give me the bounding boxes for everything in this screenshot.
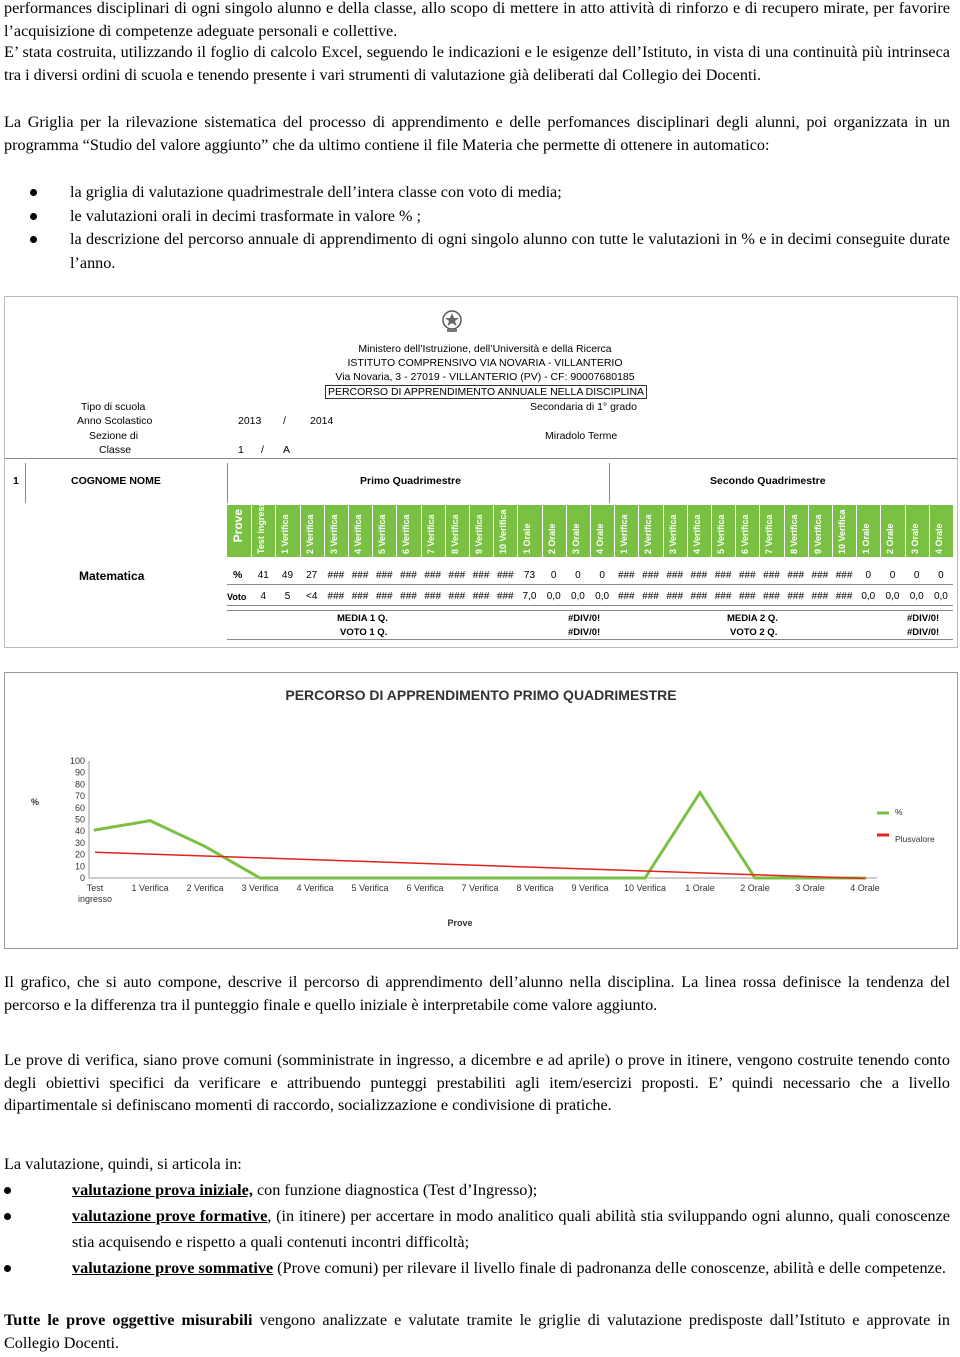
data-point <box>699 791 702 794</box>
column-divider <box>445 505 446 557</box>
bullet-icon <box>30 189 37 196</box>
grade-cell: 0,0 <box>885 591 900 602</box>
prove-column-header: 1 Orale <box>522 523 533 554</box>
y-tick-label: 80 <box>74 779 85 790</box>
grade-cell: ### <box>472 591 490 602</box>
percent-cell: ### <box>351 570 369 581</box>
grade-cell: ### <box>496 591 514 602</box>
list-item: valutazione prova iniziale, con funzione diagnostica (Test d’Ingresso); <box>0 1177 950 1203</box>
subject-name: Matematica <box>79 569 145 583</box>
y-tick-label: 20 <box>74 849 85 860</box>
x-tick-label: 2 Verifica <box>186 883 224 893</box>
prove-column-header: 5 Verifica <box>716 514 726 554</box>
prove-column-header: 7 Verifica <box>425 514 436 554</box>
grade-cell: 0,0 <box>595 591 610 602</box>
x-tick-label: 3 Orale <box>795 883 825 893</box>
y-tick-label: 10 <box>74 861 85 872</box>
school-year-label: Anno Scolastico <box>77 415 153 427</box>
grade-cell: 0,0 <box>861 591 876 602</box>
percent-cell: ### <box>448 570 466 581</box>
percent-cell: ### <box>327 570 345 581</box>
school-name: ISTITUTO COMPRENSIVO VIA NOVARIA - VILLANTERIO <box>347 357 623 369</box>
x-tick-label: 1 Orale <box>685 883 715 893</box>
data-point <box>369 877 372 880</box>
grade-cell: ### <box>400 591 417 602</box>
prove-column-header: 9 Verifica <box>812 514 823 554</box>
percent-cell: ### <box>738 570 756 581</box>
bullet-icon <box>30 213 37 220</box>
percent-cell: ### <box>617 570 635 581</box>
second-term-average-label: MEDIA 2 Q. <box>727 613 778 624</box>
column-divider <box>905 505 906 557</box>
y-tick-label: 70 <box>74 791 85 802</box>
y-tick-label: 50 <box>74 814 85 825</box>
second-term-average-value: #DIV/0! <box>907 613 940 624</box>
class-sep: / <box>261 444 264 456</box>
formative-test-term: valutazione prove formative <box>72 1207 268 1225</box>
percent-cell: ### <box>375 570 393 581</box>
x-tick-label: 3 Verifica <box>241 883 279 893</box>
column-divider <box>324 505 325 557</box>
school-type-value: Secondaria di 1° grado <box>530 401 637 413</box>
prove-column-header: 8 Verifica <box>788 514 799 554</box>
column-divider <box>590 505 591 557</box>
closing-paragraph: Tutte le prove oggettive misurabili vengono analizzate e valutate tramite le griglie di valutazione predisposte dall’Istituto e approvate in Collegio Docenti. <box>4 1311 950 1352</box>
grade-cell: 7,0 <box>522 591 537 602</box>
first-term-header: Primo Quadrimestre <box>360 475 461 487</box>
class-label: Classe <box>99 444 132 456</box>
school-year-to: 2014 <box>310 415 334 427</box>
school-year-sep: / <box>283 415 286 427</box>
y-tick-label: 90 <box>74 767 85 778</box>
grade-cell: ### <box>327 591 345 602</box>
prove-column-header: 2 Verifica <box>643 514 654 554</box>
tests-paragraph: Le prove di verifica, siano prove comuni (somministrate in ingresso, a dicembre e ad aprile) o prove in itinere, vengono costruite tenendo conto degli obiettivi specifici da verificare e attribuendo punteggi prestabiliti agli item/esercizi proposti. E’ quindi necessario che a livello dipartimentale si definiscano momenti di raccordo, socializzazione e condivisione di pratiche. <box>4 1051 950 1114</box>
x-tick-label: 9 Verifica <box>571 883 609 893</box>
second-term-header: Secondo Quadrimestre <box>710 475 826 487</box>
list-item: valutazione prove formative, (in itinere) per accertare in modo analitico quali abilità stia sviluppando ogni alunno, quali conoscenze stia acquisendo e rispetto a quali contenuti incontri difficoltà; <box>0 1203 950 1255</box>
series-line-plusvalore <box>95 852 865 878</box>
x-tick-label: Test <box>86 883 104 893</box>
prove-column-header: 4 Verifica <box>353 514 363 554</box>
prove-column-header: 10 Verifica <box>498 509 509 554</box>
grade-cell: 0,0 <box>570 591 585 602</box>
x-tick-label: 7 Verifica <box>461 883 499 893</box>
percent-cell: ### <box>763 570 780 581</box>
y-tick-label: 60 <box>74 802 85 813</box>
intro-paragraph-1: performances disciplinari di ogni singolo alunno e della classe, allo scopo di mettere in atto attività di rinforzo e di recupero mirate, per favorire l’acquisizione di competenze adeguate personali e collettive. <box>4 0 950 40</box>
column-divider <box>300 505 301 557</box>
column-divider <box>469 505 470 557</box>
grade-cell: 0,0 <box>909 591 924 602</box>
bullet-icon <box>30 236 37 243</box>
chart-svg <box>5 673 957 948</box>
column-divider <box>421 505 422 557</box>
data-point <box>204 845 207 848</box>
percent-cell: ### <box>666 570 684 581</box>
x-tick-label: 2 Orale <box>740 883 770 893</box>
data-point <box>479 877 482 880</box>
percent-cell: 27 <box>306 570 318 581</box>
percent-cell: ### <box>811 570 829 581</box>
bullet-icon <box>4 1187 11 1194</box>
column-divider <box>663 505 664 557</box>
percent-cell: ### <box>472 570 490 581</box>
prove-column-header: 2 Orale <box>885 523 896 554</box>
data-point <box>149 819 152 822</box>
grade-cell: ### <box>351 591 369 602</box>
percent-cell: ### <box>642 570 659 581</box>
school-address: Via Novaria, 3 - 27019 - VILLANTERIO (PV) - CF: 90007680185 <box>335 371 635 383</box>
first-term-average-value: #DIV/0! <box>568 613 601 624</box>
y-tick-label: 100 <box>69 756 85 766</box>
percent-row-label: % <box>233 569 243 581</box>
column-divider <box>396 505 397 557</box>
percent-cell: ### <box>714 570 732 581</box>
percent-cell: 0 <box>599 570 605 581</box>
learning-path-chart <box>4 672 958 949</box>
second-term-grade-label: VOTO 2 Q. <box>730 627 778 638</box>
percent-cell: 41 <box>257 570 269 581</box>
prove-label: Prove <box>231 509 245 543</box>
prove-column-header: 7 Verifica <box>764 514 775 554</box>
grade-cell: 4 <box>260 591 267 602</box>
column-divider <box>735 505 736 557</box>
prove-column-header: 2 Orale <box>546 523 557 554</box>
grade-cell: ### <box>448 591 466 602</box>
percent-cell: 73 <box>523 570 536 581</box>
column-divider <box>880 505 881 557</box>
grade-cell: ### <box>714 591 732 602</box>
percent-cell: 0 <box>550 570 557 581</box>
column-divider <box>372 505 373 557</box>
first-term-grade-value: #DIV/0! <box>568 627 601 638</box>
percent-cell: 0 <box>938 570 944 581</box>
grade-cell: ### <box>375 591 393 602</box>
column-divider <box>493 505 494 557</box>
column-divider <box>348 505 349 557</box>
prove-column-header: 9 Verifica <box>474 514 484 554</box>
first-term-average-label: MEDIA 1 Q. <box>337 613 388 624</box>
x-axis-label: Prove <box>447 918 473 928</box>
column-divider <box>808 505 809 557</box>
column-divider <box>638 505 639 557</box>
column-divider <box>832 505 833 557</box>
list-item: la griglia di valutazione quadrimestrale dell’intera classe con voto di media; <box>30 181 950 205</box>
data-point <box>754 877 757 880</box>
prove-column-header: 5 Verifica <box>377 514 388 554</box>
chart-title: PERCORSO DI APPRENDIMENTO PRIMO QUADRIMESTRE <box>285 687 677 703</box>
x-tick-label: 5 Verifica <box>351 883 389 893</box>
column-divider <box>784 505 785 557</box>
percent-cell: 49 <box>281 570 294 581</box>
prove-column-header: 8 Verifica <box>449 514 460 554</box>
grade-cell: ### <box>424 591 442 602</box>
data-point <box>589 877 592 880</box>
evaluation-intro: La valutazione, quindi, si articola in: <box>4 1155 242 1173</box>
x-tick-label: ingresso <box>77 894 113 904</box>
prove-column-header: 6 Verifica <box>740 514 751 554</box>
column-divider <box>711 505 712 557</box>
first-term-grade-label: VOTO 1 Q. <box>340 627 388 638</box>
percent-cell: ### <box>400 570 417 581</box>
column-divider <box>614 505 615 557</box>
data-point <box>259 877 262 880</box>
prove-column-header: 3 Orale <box>909 523 920 554</box>
y-tick-label: 30 <box>74 837 85 848</box>
data-point <box>424 877 427 880</box>
list-item: la descrizione del percorso annuale di apprendimento di ogni singolo alunno con tutte le valutazioni in % e in decimi conseguite durate l’anno. <box>30 228 950 275</box>
column-divider <box>251 505 252 557</box>
legend-entry: Plusvalore <box>895 834 935 844</box>
y-axis-label: % <box>31 797 40 807</box>
prove-column-header: 1 Orale <box>861 523 872 554</box>
republic-emblem-icon <box>441 309 463 333</box>
grade-cell: 0,0 <box>546 591 561 602</box>
x-tick-label: 1 Verifica <box>131 883 169 893</box>
class-number: 1 <box>238 444 244 456</box>
percent-cell: 0 <box>913 570 920 581</box>
prove-column-header: 1 Verifica <box>619 514 630 554</box>
grade-cell: ### <box>811 591 829 602</box>
data-point <box>314 877 317 880</box>
column-divider <box>517 505 518 557</box>
x-tick-label: 8 Verifica <box>516 883 554 893</box>
y-tick-label: 0 <box>79 873 85 883</box>
row-number: 1 <box>13 475 19 487</box>
percent-cell: ### <box>787 570 805 581</box>
column-divider <box>856 505 857 557</box>
bullet-icon <box>4 1213 11 1220</box>
data-point <box>534 877 537 880</box>
data-point <box>94 829 97 832</box>
x-tick-label: 6 Verifica <box>406 883 444 893</box>
school-type-label: Tipo di scuola <box>81 401 146 413</box>
prove-column-header: 1 Verifica <box>280 514 291 554</box>
column-divider <box>929 505 930 557</box>
percent-cell: ### <box>835 570 853 581</box>
data-point <box>644 877 647 880</box>
column-divider <box>542 505 543 557</box>
percent-cell: ### <box>690 570 708 581</box>
percent-cell: 0 <box>865 570 872 581</box>
list-item: le valutazioni orali in decimi trasformate in valore % ; <box>30 205 950 229</box>
prove-column-header: 3 Verifica <box>667 514 678 554</box>
grade-cell: 0,0 <box>933 591 948 602</box>
percent-cell: 0 <box>575 570 581 581</box>
y-tick-label: 40 <box>74 826 85 837</box>
section-value: Miradolo Terme <box>545 430 618 442</box>
prove-column-header: 2 Verifica <box>304 514 315 554</box>
bullet-icon <box>4 1265 11 1272</box>
section-label: Sezione di <box>89 430 139 442</box>
intro-bullet-list <box>30 181 950 275</box>
column-divider <box>759 505 760 557</box>
x-tick-label: 4 Orale <box>850 883 880 893</box>
grade-cell: ### <box>738 591 756 602</box>
ministry-line: Ministero dell’Istruzione, dell’Università e della Ricerca <box>358 343 612 355</box>
prove-header-strip <box>227 496 953 557</box>
grade-cell: ### <box>617 591 635 602</box>
grade-sheet-figure <box>4 296 958 648</box>
grade-cell: <4 <box>305 591 318 602</box>
grade-cell: ### <box>690 591 708 602</box>
percent-cell: ### <box>424 570 442 581</box>
prove-column-header: 10 Verifica <box>837 509 847 554</box>
percent-cell: 0 <box>889 570 896 581</box>
second-term-grade-value: #DIV/0! <box>907 627 940 638</box>
grade-cell: ### <box>787 591 805 602</box>
class-letter: A <box>283 444 291 456</box>
grade-cell: 5 <box>284 591 291 602</box>
grade-cell: ### <box>666 591 684 602</box>
chart-description: Il grafico, che si auto compone, descrive il percorso di apprendimento dell’alunno nella disciplina. La linea rossa definisce la tendenza del percorso e la differenza tra il punteggio finale e quello iniziale è interpretabile come valore aggiunto. <box>4 973 950 1014</box>
prove-column-header: 3 Verifica <box>328 514 339 554</box>
prove-column-header: Test ingresso <box>256 496 267 554</box>
x-tick-label: 10 Verifica <box>623 883 667 893</box>
school-year-from: 2013 <box>238 415 262 427</box>
legend-entry: % <box>895 807 903 817</box>
summative-test-term: valutazione prove sommative <box>72 1259 274 1277</box>
column-divider <box>275 505 276 557</box>
prove-column-header: 4 Verifica <box>691 514 702 554</box>
list-item: valutazione prove sommative (Prove comuni) per rilevare il livello finale di padronanza delle conoscenze, abilità e delle competenze. <box>0 1255 950 1281</box>
x-tick-label: 4 Verifica <box>296 883 334 893</box>
grade-cell: ### <box>835 591 853 602</box>
sheet-title: PERCORSO DI APPRENDIMENTO ANNUALE NELLA DISCIPLINA <box>325 385 647 399</box>
intro-paragraph-2: E’ stata costruita, utilizzando il foglio di calcolo Excel, seguendo le indicazioni e le esigenze dell’Istituto, in vista di una continuità più intrinseca tra i diversi ordini di scuola e tenendo presente i vari strumenti di valutazione già deliberati dal Collegio dei Docenti. <box>4 43 950 84</box>
intro-paragraph-3: La Griglia per la rilevazione sistematica del processo di apprendimento e delle perfomances disciplinari degli alunni, poi organizzata in un programma “Studio del valore aggiunto” che da ultimo contiene il file Materia che permette di ottenere in automatico: <box>4 113 950 154</box>
grade-row-label: Voto <box>227 592 247 602</box>
initial-test-term: valutazione prova iniziale, <box>72 1181 253 1199</box>
percent-cell: ### <box>496 570 514 581</box>
student-name-header: COGNOME NOME <box>71 475 161 487</box>
grade-cell: ### <box>642 591 659 602</box>
prove-column-header: 4 Orale <box>933 523 944 554</box>
prove-column-header: 4 Orale <box>595 523 605 554</box>
prove-column-header: 3 Orale <box>570 523 581 554</box>
column-divider <box>687 505 688 557</box>
column-divider <box>566 505 567 557</box>
grade-cell: ### <box>763 591 780 602</box>
prove-column-header: 6 Verifica <box>401 514 412 554</box>
evaluation-list <box>0 1177 950 1281</box>
